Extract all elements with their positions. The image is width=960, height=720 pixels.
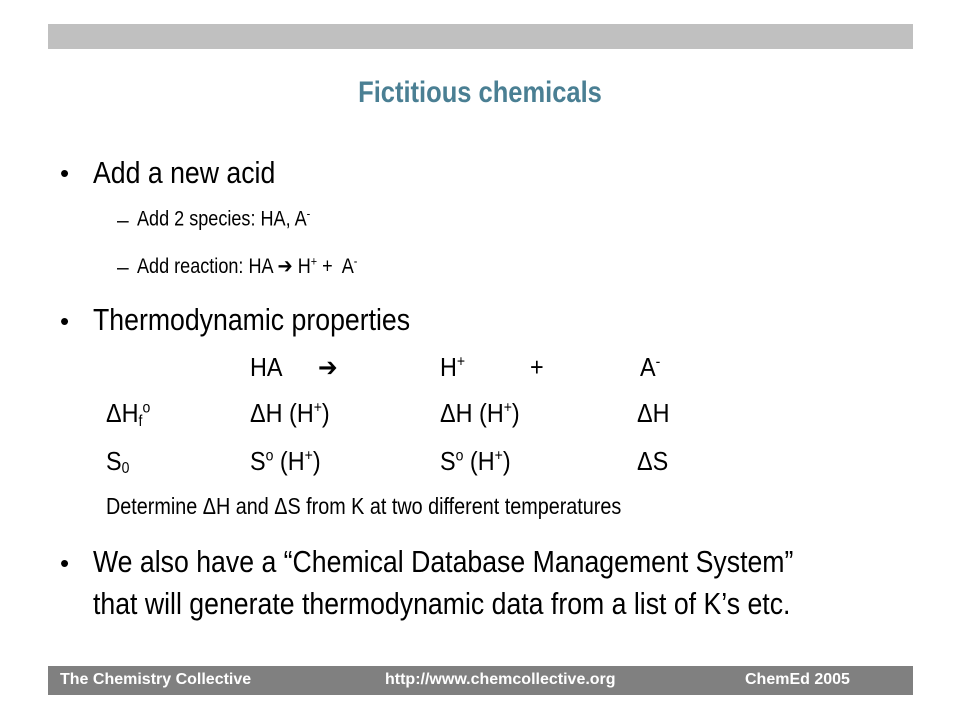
sub-add-reaction: Add reaction: HA ➔ H+ + A- — [137, 254, 358, 278]
footer-url[interactable]: http://www.chemcollective.org — [385, 671, 616, 688]
bullet-add-acid: Add a new acid — [93, 155, 276, 190]
s-a: ΔS — [637, 446, 669, 476]
bullet-dot: • — [60, 306, 70, 336]
arrow-icon: ➔ — [318, 352, 338, 382]
s-ha: $S^o$ (H+) — [250, 446, 321, 476]
row-label-dhf: $\Delta H_f^o$ — [106, 398, 151, 430]
bullet-dot: • — [60, 548, 70, 578]
footer-org: The Chemistry Collective — [60, 671, 252, 688]
row-label-s0: $S_0$ — [106, 446, 130, 478]
slide-title: Fictitious chemicals — [358, 76, 602, 109]
dh-a: ΔH — [637, 398, 670, 428]
plus-sign: + — [530, 352, 544, 382]
sub-dash: – — [117, 209, 129, 232]
reactant-ha: HA — [250, 352, 283, 382]
top-bar — [48, 24, 913, 49]
sub-add-species: Add 2 species: HA, A- — [137, 207, 311, 231]
bullet-dot: • — [60, 158, 70, 188]
product-a: A- — [640, 352, 661, 382]
arrow-icon: ➔ — [277, 255, 293, 278]
dh-h: ΔH (H+) — [440, 398, 520, 428]
footer-bar — [48, 666, 913, 695]
product-h: H+ — [440, 352, 466, 382]
sub-dash: – — [117, 256, 129, 279]
bullet-thermo: Thermodynamic properties — [93, 302, 411, 337]
bullet-database-line2: that will generate thermodynamic data from a list of K’s etc. — [93, 586, 791, 621]
bullet-database-line1: We also have a “Chemical Database Management System” — [93, 544, 794, 579]
dh-ha: ΔH (H+) — [250, 398, 330, 428]
s-h: $S^o$ (H+) — [440, 446, 511, 476]
determine-note: Determine ΔH and ΔS from K at two different temperatures — [106, 493, 622, 519]
footer-event: ChemEd 2005 — [745, 671, 850, 688]
